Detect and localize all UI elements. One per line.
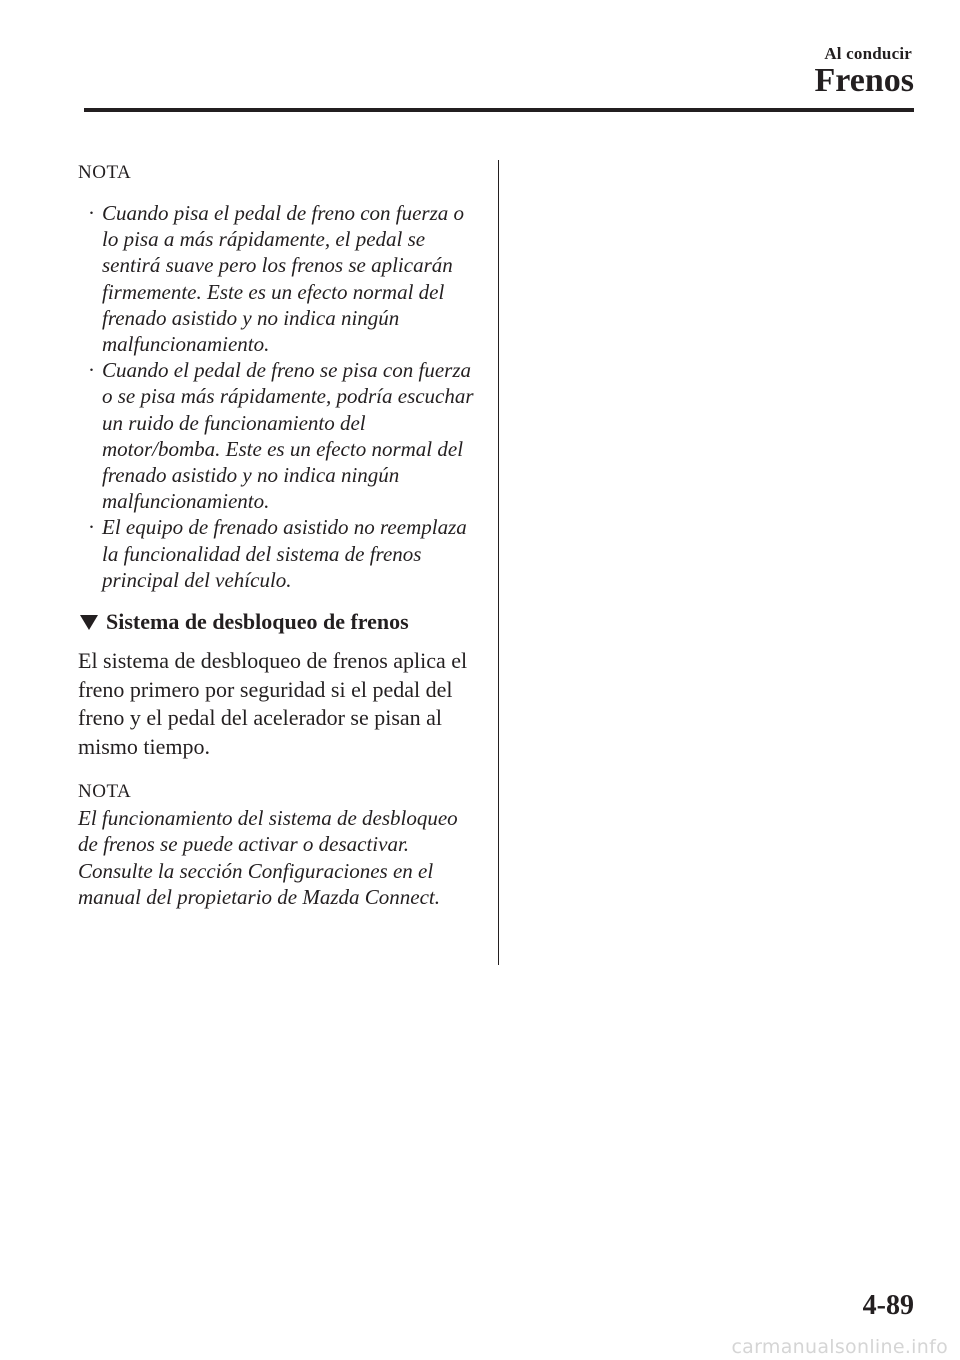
chapter-label: Al conducir	[824, 44, 912, 63]
bullet-icon: ·	[88, 201, 95, 225]
bullet-icon: ·	[88, 515, 95, 540]
section-heading	[78, 607, 478, 637]
left-column	[78, 160, 478, 910]
note-list	[78, 200, 478, 593]
section-title: Frenos	[814, 62, 914, 99]
header-divider	[84, 108, 914, 112]
watermark: carmanualsonline.info	[731, 1336, 948, 1358]
column-divider	[498, 160, 499, 965]
nota-text: El funcionamiento del sistema de desbloqueo de frenos se puede activar o desactivar. Consulte la sección Configuraciones en el manual del propietario de Mazda Connect.	[78, 806, 458, 909]
nota-block	[78, 779, 478, 910]
page-number: 4-89	[862, 1290, 914, 1321]
note-item	[78, 200, 478, 357]
section-heading-text: Sistema de desbloqueo de frenos	[106, 609, 409, 635]
note-text: Cuando pisa el pedal de freno con fuerza o lo pisa a más rápidamente, el pedal se sentirá suave pero los frenos se aplicarán firmemente. Este es un efecto normal del frenado asistido y no indica ningún malfuncionamiento.	[102, 201, 465, 357]
section-body: El sistema de desbloqueo de frenos aplica el freno primero por seguridad si el pedal del freno y el pedal del acelerador se pisan al mismo tiempo.	[78, 648, 468, 759]
triangle-down-icon	[80, 615, 98, 630]
note-item	[78, 357, 478, 514]
note-text: El equipo de frenado asistido no reemplaza la funcionalidad del sistema de frenos principal del vehículo.	[102, 515, 467, 592]
nota-label: NOTA	[78, 162, 132, 183]
note-text: Cuando el pedal de freno se pisa con fuerza o se pisa más rápidamente, podría escuchar un ruido de funcionamiento del motor/bomba. Este es un efecto normal del frenado asistido y no indica ningún malfuncionamiento.	[102, 358, 474, 514]
nota-label: NOTA	[78, 781, 132, 803]
bullet-icon: ·	[88, 358, 95, 383]
note-item	[78, 514, 478, 593]
